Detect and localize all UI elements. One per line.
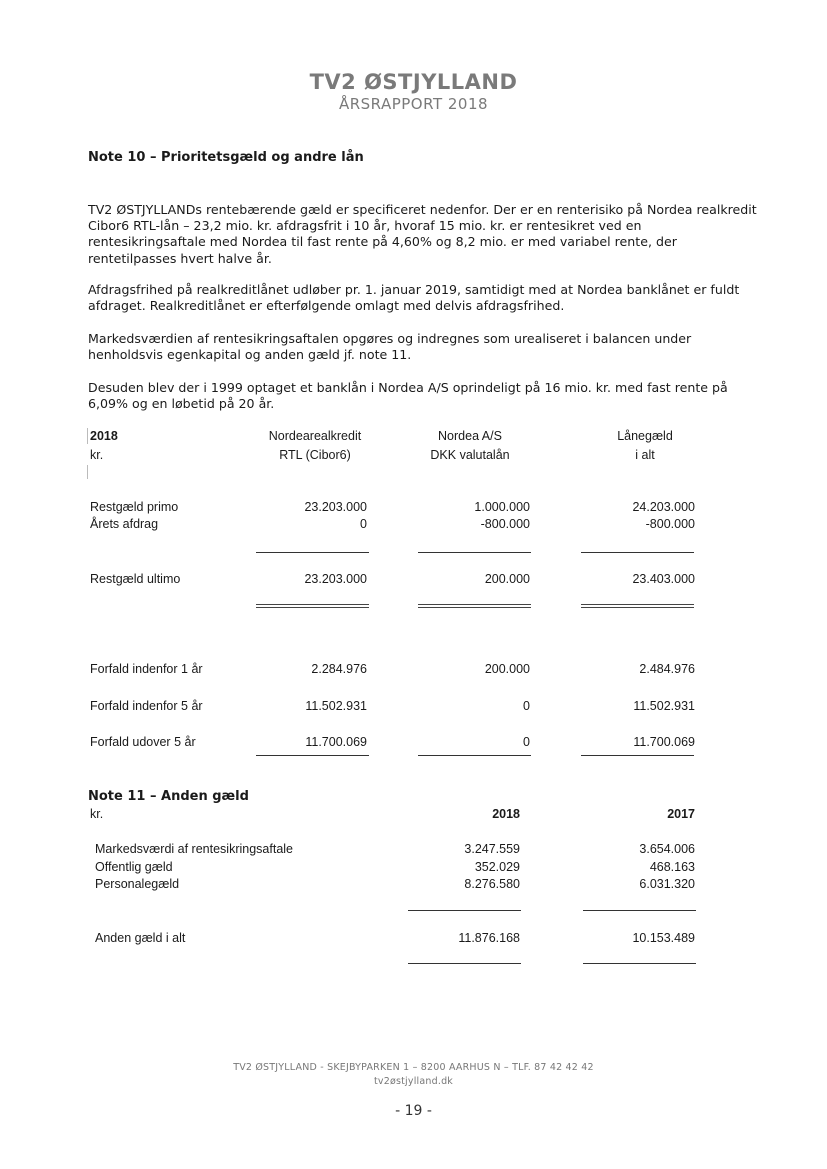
cell-value: 0 <box>360 517 367 531</box>
cell-value: 11.502.931 <box>305 699 367 713</box>
cell-value: 1.000.000 <box>474 500 530 514</box>
table-year-header: 2018 <box>90 429 118 443</box>
total-double-rule <box>256 604 369 608</box>
column-header-2017: 2017 <box>667 807 695 821</box>
column-header-laanegaeld: Lånegæld <box>617 429 673 443</box>
cell-value: 2.484.976 <box>639 662 695 676</box>
note10-paragraph-3: Markedsværdien af rentesikringsaftalen opgøres og indregnes som urealiseret i balancen under henholdsvis egenkapital og anden gæld jf. note 11. <box>88 331 692 363</box>
cell-value: 2.284.976 <box>311 662 367 676</box>
row-label: Forfald indenfor 1 år <box>90 662 203 676</box>
cell-value: 24.203.000 <box>632 500 695 514</box>
row-label: Anden gæld i alt <box>95 931 186 945</box>
footer-website: tv2østjylland.dk <box>373 1076 454 1087</box>
cell-value: 23.203.000 <box>304 572 367 586</box>
cell-value: -800.000 <box>480 517 530 531</box>
total-double-rule <box>418 604 531 608</box>
cell-value: 6.031.320 <box>639 877 695 891</box>
cell-value: 11.876.168 <box>458 931 520 945</box>
total-double-rule <box>581 604 694 608</box>
column-header-nordea-as: Nordea A/S <box>438 429 502 443</box>
cell-value: 23.203.000 <box>304 500 367 514</box>
cell-value: 11.502.931 <box>633 699 695 713</box>
margin-mark <box>87 428 88 444</box>
cell-value: 200.000 <box>484 572 530 586</box>
note11-heading: Note 11 – Anden gæld <box>88 789 249 804</box>
cell-value: 23.403.000 <box>632 572 695 586</box>
note10-heading: Note 10 – Prioritetsgæld og andre lån <box>88 150 364 165</box>
note10-paragraph-4: Desuden blev der i 1999 optaget et banklån i Nordea A/S oprindeligt på 16 mio. kr. med fast rente på 6,09% og en løbetid på 20 år. <box>88 380 728 412</box>
cell-value: 3.654.006 <box>639 842 695 856</box>
row-label: Restgæld primo <box>90 500 179 514</box>
row-label: Restgæld ultimo <box>90 572 181 586</box>
subtotal-rule <box>408 910 521 911</box>
column-header-nordea-realkredit: Nordearealkredit <box>268 429 362 443</box>
column-header-nordea-realkredit-sub: RTL (Cibor6) <box>279 448 351 462</box>
page-number: - 19 - <box>395 1103 432 1119</box>
table-unit-label: kr. <box>90 448 104 462</box>
cell-value: 3.247.559 <box>464 842 520 856</box>
row-label: Personalegæld <box>95 877 180 891</box>
report-subtitle: ÅRSRAPPORT 2018 <box>338 95 489 113</box>
report-org-title: TV2 ØSTJYLLAND <box>309 70 518 94</box>
cell-value: 200.000 <box>484 662 530 676</box>
note10-paragraph-1: TV2 ØSTJYLLANDs rentebærende gæld er specificeret nedenfor. Der er en renterisiko på Nordea realkredit Cibor6 RTL-lån – 23,2 mio. kr. afdragsfrit i 10 år, hvoraf 15 mio. kr. er rentesikret ved en rentesikringsaftale med Nordea til fast rente på 4,60% og 8,2 mio. er med variabel rente, der rentetilpasses hvert halve år. <box>88 202 757 266</box>
cell-value: 352.029 <box>474 860 520 874</box>
footer-rule <box>581 755 694 756</box>
column-header-2018: 2018 <box>492 807 520 821</box>
cell-value: 11.700.069 <box>633 735 695 749</box>
cell-value: 468.163 <box>649 860 695 874</box>
cell-value: 8.276.580 <box>464 877 520 891</box>
cell-value: 0 <box>523 699 530 713</box>
footer-address: TV2 ØSTJYLLAND - SKEJBYPARKEN 1 – 8200 AARHUS N – TLF. 87 42 42 42 <box>233 1062 594 1073</box>
cell-value: 11.700.069 <box>305 735 367 749</box>
row-label: Offentlig gæld <box>95 860 173 874</box>
margin-mark <box>87 465 88 479</box>
cell-value: 0 <box>523 735 530 749</box>
footer-rule <box>256 755 369 756</box>
column-header-laanegaeld-sub: i alt <box>635 448 655 462</box>
cell-value: -800.000 <box>645 517 695 531</box>
subtotal-rule <box>583 910 696 911</box>
total-rule <box>408 963 521 964</box>
subtotal-rule <box>581 552 694 553</box>
table-unit-label: kr. <box>90 807 104 821</box>
note10-paragraph-2: Afdragsfrihed på realkreditlånet udløber pr. 1. januar 2019, samtidigt med at Nordea banklånet er fuldt afdraget. Realkreditlånet er efterfølgende omlagt med delvis afdragsfrihed. <box>88 282 740 314</box>
row-label: Markedsværdi af rentesikringsaftale <box>95 842 293 856</box>
row-label: Årets afdrag <box>90 517 159 531</box>
column-header-nordea-as-sub: DKK valutalån <box>430 448 510 462</box>
row-label: Forfald indenfor 5 år <box>90 699 203 713</box>
subtotal-rule <box>418 552 531 553</box>
row-label: Forfald udover 5 år <box>90 735 196 749</box>
total-rule <box>583 963 696 964</box>
subtotal-rule <box>256 552 369 553</box>
cell-value: 10.153.489 <box>632 931 695 945</box>
footer-rule <box>418 755 531 756</box>
